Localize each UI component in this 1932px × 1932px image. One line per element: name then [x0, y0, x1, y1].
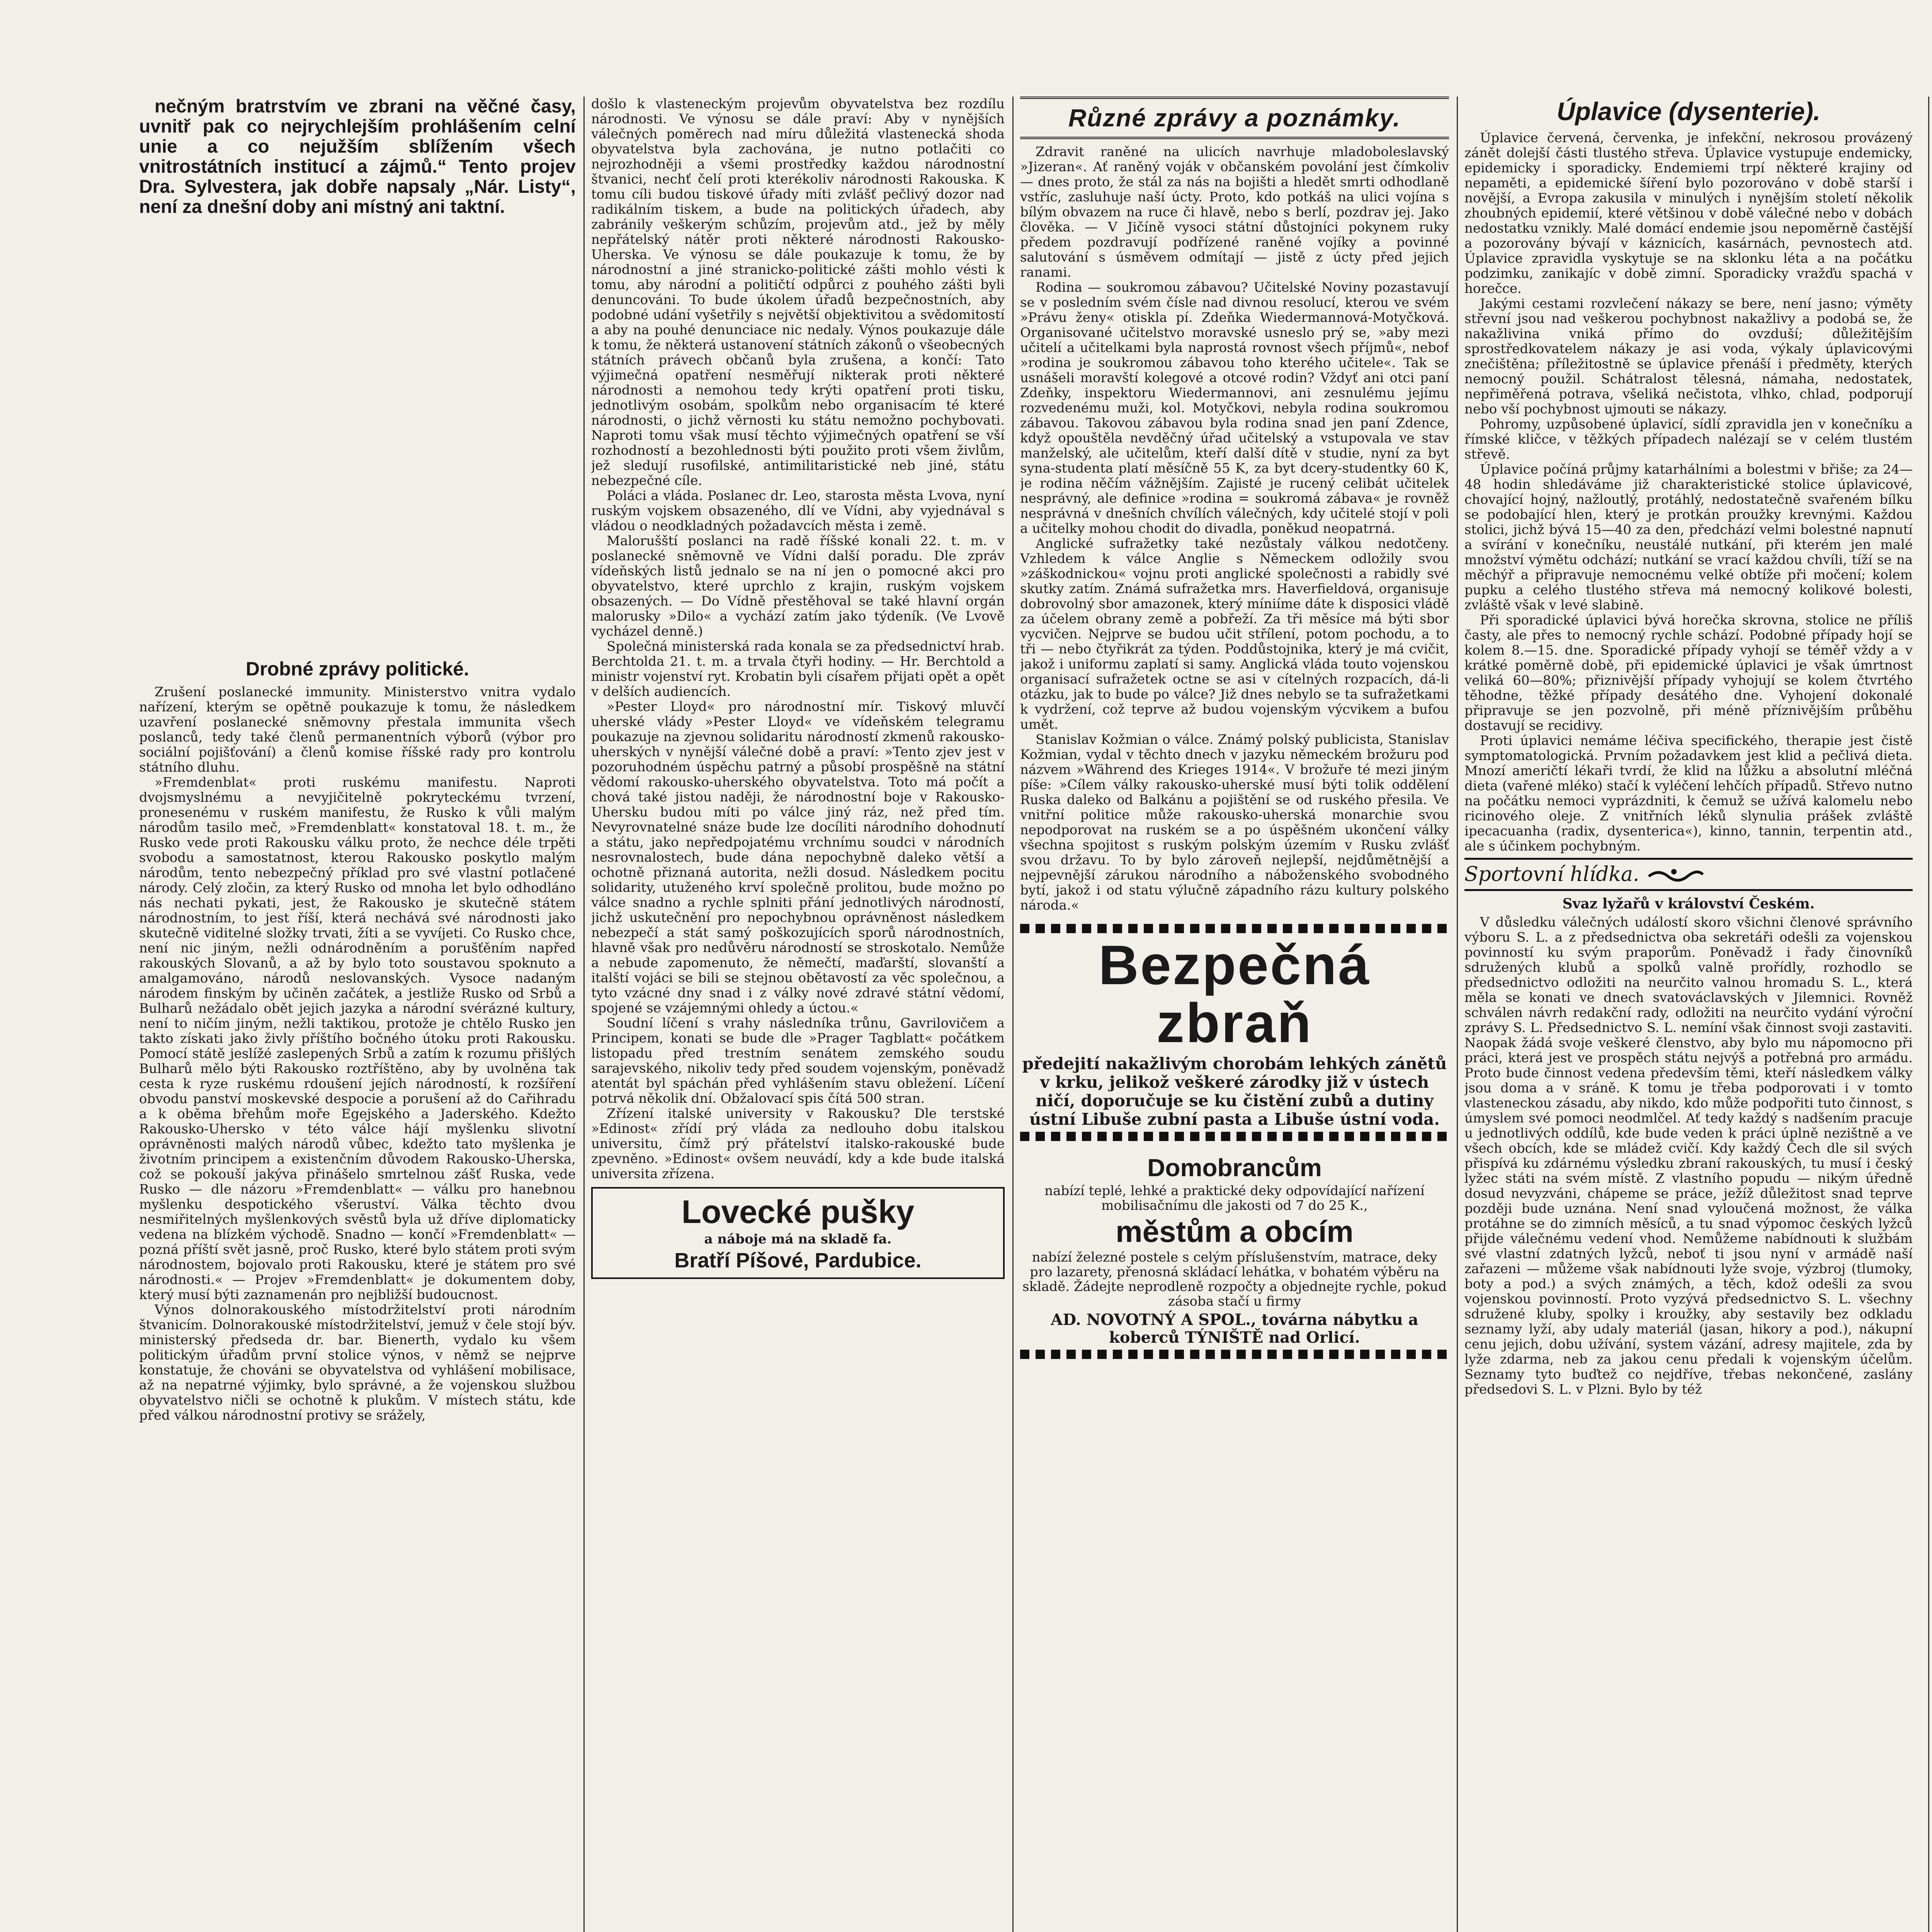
article-ruthenian-deputies: Malorušští poslanci na radě říšské konali 22. t. m. v poslanecké sněmovně ve Vídni další poradu. Dle zpráv vídeňských listů jednalo se na ní jen o pomocné akci pro obyvatelstvo, které uprchlo z krajin, ruským vojskem obsazených. — Do Vídně přestěhoval se také hlavní orgán malorusky »Dilo« a vychází zatím jako týdeník. (Ve Lvově vycházel denně.): [591, 533, 1005, 639]
column-2: [591, 97, 1005, 1932]
article-greet-wounded: Zdravit raněné na ulicích navrhuje mladoboleslavský »Jizeran«. Ať raněný voják v občanském povolání jest čímkoliv — dnes proto, že stál za nás na bojišti a hledět smrti odhodlaně vstříc, zasluhuje naší úcty. Proto, kdo potkáš na ulici vojína s bílým obvazem na ruce či hlavě, nebo s berlí, pozdrav jej. Jako člověka. — V Jičíně vysoci státní důstojníci pokynem ruky předem pozdravují podřízené raněné vojíky a povinné salutování s úsměvem odmítají — jistě z úcty před jejich ranami.: [1020, 144, 1449, 280]
ad-brand-line-2: zbraň: [1156, 992, 1313, 1054]
sports-title: Sportovní hlídka.: [1464, 863, 1639, 886]
dysentery-para-2: Jakými cestami rozvlečení nákazy se bere, není jasno; výměty střevní jsou nad veškerou pochybnost nakažlivy a podobá se, že nakažlivina vniká přímo do ovzduší; důležitějším sprostředkovatelem nákazy je asi voda, výkaly úplavicovými znečištěna; příležitostně se úplavice přenáší i předměty, kterých nemocný použil. Schátralost tělesná, námaha, nedostatek, nepřiměřená potrava, všeliká nečistota, vlhko, chlad, podporují nebo vší pochybnost ujmouti se nákazy.: [1464, 296, 1913, 417]
ad-novotny-company: AD. NOVOTNÝ A SPOL., továrna nábytku a koberců TÝNIŠTĚ nad Orlicí.: [1051, 1311, 1418, 1347]
dysentery-para-4: Úplavice počíná průjmy katarhálními a bolestmi v břiše; za 24—48 hodin shledáváme již charakteristické stolice úplavicové, chovající hojný, nažloutlý, protáhlý, nedostatečně svařeném bílku se podobající hlen, který je protkán proužky krevnými. Každou stolici, jichž bývá 15—40 za den, předchází velmi bolestné napnutí a svírání v konečníku, neustálé nutkání, při kterém jen malé množství výmětu odchází; nutkání se vrací každou chvíli, tíží se na měchýř a připravuje nemocnému velké obtíže při močení; kolem pupku a celého tlustého střeva má nemocný kolikové bolesti, zvláště však v levé slabině.: [1464, 462, 1913, 613]
ad-cities-text: nabízí železné postele s celým příslušenstvím, matrace, deky pro lazarety, přenosná skládací lehátka, v bohatém výběru na skladě. Žádejte neprodleně rozpočty a objednejte rychle, pokud zásoba stačí u firmy: [1022, 1250, 1447, 1309]
ad-hunting-rifles-company: Bratří Píšové, Pardubice.: [674, 1249, 922, 1272]
section-header-various-news: Různé zprávy a poznámky.: [1020, 97, 1449, 139]
section-header-sports: [1464, 858, 1913, 891]
column-4: [1464, 97, 1913, 1932]
dysentery-para-5: Při sporadické úplavici bývá horečka skrovna, stolice ne příliš časty, ale přes to nemocný rychle schází. Podobné případy hojí se kolem 8.—15. dne. Sporadické případy vyhojí se téměř vždy a v krátké poměrně době, při epidemické úplavici je však úmrtnost veliká 60—80%; přiznivější případy vyhojují se kolem čtvrtého těhodne, těžké případy desátého dne. Vyhojení dokonalé připravuje se jen pozvolně, při méně příznivějším průběhu dostavují se recidivy.: [1464, 612, 1913, 733]
ad-hunting-rifles-title: Lovecké pušky: [681, 1194, 915, 1230]
article-suffragettes: Anglické sufražetky také nezůstaly válkou nedotčeny. Vzhledem k válce Anglie s Německem odložily svou »záškodnickou« vojnu proti anglické společnosti a rabidly své skutky zatím. Známá sufražetka mrs. Haverfieldová, organisuje dobrovolný sbor amazonek, který míniíme dáte k disposici vládě za účelem obrany země a pobřeží. Za tři měsíce má býti sbor vycvičen. Nejprve se budou učit střílení, potom pochodu, a to tři — nebo čtyřikrát za týden. Poddůstojnika, který je má cvičit, jakož i uniformu zaplatí si samy. Anglická vláda touto vojenskou organisací sufražetek octne se asi v cítelných rozpacích, dá-li otázku, jak to bude po válce? Již dnes nebylo se ta sufražetkami k vydržení, což teprve až budou vojenským výcvikem a bufou umět.: [1020, 536, 1449, 732]
article-kozmian: Stanislav Kožmian o válce. Známý polský publicista, Stanislav Kožmian, vydal v těchto dnech v jazyku německém brožuru pod názvem »Während des Krieges 1914«. V brožuře té mezi jiným píše: »Cílem války rakousko-uherské musí býti tolik oddělení Ruska daleko od Balkánu a pojištění se od ruského přesila. Ve vnitřní politice může rakousko-uherská monarchie svou nepodporovat na ruském se a po úspěšném ukončení války všechna spojitost s ruským polským územím v Rusku zvlášť svou državu. To by bylo zároveň nejlepší, nejdůmětnější a nejpevnější zárukou národního a náboženského svobodného bytí, jakož i od statu výlučně západního rázu kultury polského národa.«: [1020, 732, 1449, 913]
sports-article: V důsledku válečných událostí skoro všichni členové správního výboru S. L. a z předsednictva oba sekretáři odešli za vojenskou povinností ku svým praporům. Poněvadž i řady činovníků sdružených klubů a spolků valně prořídly, rozhodlo se předsednictvo odložiti na neurčito valnou hromadu S. L., která měla se konati ve dnech svatováclavských v Jilemnici. Rovněž schválen návrh redakční rady, odložiti na neurčito vydání výroční zprávy S. L. Předsednictvo S. L. nemíní však činnost svoji zastaviti. Naopak žádá svoje veškeré členstvo, aby bylo mu nápomocno při práci, která jest ve prospěch státu nejvýš a potřebná pro armádu. Proto bude činnost vedena především těmi, kteří následkem války jsou doma a v sráně. K tomu je třeba podporovati i v tomto vlasteneckou zásadu, aby nikdo, kdo může podpořiti tuto činnost, s úmyslem své pomoci neodmlčel. Ať tedy každý s nadšením pracuje u jednotlivých oddílů, kde bude veden k práci úplně nezištně a ve všech obcích, kde se mládež cvičí. Kdy každý Čech dle sil svých přispívá ku zdárnému výsledku zbraní rakouských, tu musí i český lyžec státi na svém místě. Z vlastního popudu — nikým úředně dosud nevyzváni, chápeme se práce, ježíž důležitost snad teprve později bude uznána. Není snad vyloučená možnost, že válka protáhne se do zimních měsíců, a tu snad výpomoc českých lyžců přijde válečnému vedení vhod. Nemůžeme nabídnouti k službám své vlastní zdatných lyžců, neboť ti jsou nyní v armádě naší zařazeni — můžeme však nabídnouti lyže svoje, výzbroj (tlumoky, boty a pod.) a svých známých, a těch, kdož odešli za svou vojenskou povinností. Proto vyzývá předsednictvo S. L. všechny sdružené kluby, spolky i kroužky, aby sestavily bez odkladu seznamy lyží, aby udaly materiál (jasan, hikory a pod.), nákupní cenu jejich, dobu užívání, system vázání, adresy majitele, zda by lyže zdarma, neb za jakou cenu předali k vojenským účelům. Seznamy tyto buďtež co nejdříve, třebas nekončené, zaslány předsedovi S. L. v Plzni. Bylo by též: [1464, 915, 1913, 1397]
article-immunity: Zrušení poslanecké immunity. Ministerstvo vnitra vydalo nařízení, kterým se opětně poukazuje k tomu, že následkem uzavření poslanecké sněmovny přestala immunita všech poslanců, tedy také členů permanentních výborů (výbor pro sociální pojišťování) a členů komise říšské rady pro kontrolu státního dluhu.: [139, 684, 576, 775]
ad-cities-title: městům a obcím: [1116, 1214, 1354, 1248]
skier-ornament-icon: [1647, 865, 1705, 884]
article-sarajevo-trial: Soudní líčení s vrahy následníka trůnu, Gavrilovičem a Principem, konati se bude dle »Prager Tagblatt« počátkem listopadu před trestním senátem zemského soudu sarajevského, nikoliv tedy před soudem vojenským, poněvadž atentát byl spáchán před vyhlášením stavu obležení. Líčení potrvá několik dní. Obžalovací spis čítá 500 stran.: [591, 1015, 1005, 1106]
ad-domobrancum-title: Domobrancům: [1147, 1154, 1322, 1182]
column-rule: [583, 97, 585, 1932]
dysentery-para-6: Proti úplavici nemáme léčiva specifického, therapie jest čistě symptomatologická. Prvním požadavkem jest klid a pečlivá dieta. Mnozí američtí lékaři tvrdí, že klid na lůžku a absolutní mléčná dieta (vařené mléko) stačí k vyléčení lehčích případů. Střevo nutno na počátku nemoci vyprázdniti, k čemuž se užívá kalomelu nebo ricinového oleje. Z vnitřních léků slynulia prášek zvláště ipecacuanha (radix, dysenterica«), kinno, tannin, terpentin atd., ale s účinkem pochybným.: [1464, 733, 1913, 854]
ad-libuse-toothpaste: [1020, 918, 1449, 1146]
ad-libuse-text: předejití nakažlivým chorobám lehkých zánětů v krku, jelikož veškeré zárodky již v ústech ničí, doporučuje se ku čistění zubů a dutiny ústní Libuše zubní pasta a Libuše ústní voda.: [1022, 1054, 1447, 1129]
section-title-political-news: Drobné zprávy politické.: [246, 658, 469, 680]
article-lower-austria-decree: Výnos dolnorakouského místodržitelství proti národním štvanicím. Dolnorakouské místodržitelství, jemuž v čele stojí býv. ministerský předseda dr. bar. Bienerth, vydalo ku všem politickým úřadům první stolice výnos, v němž se nejprve konstatuje, že chováni se obyvatelstva od vyhlášení mobilisace, až na nepatrné výjimky, bylo správné, a že vojenskou službou obyvatelstvo ničli se ochotně k plukům. V místech státu, kde před válkou národnostní protivy se srážely,: [139, 1302, 576, 1423]
article-italian-university: Zřízení italské university v Rakousku? Dle terstské »Edinost« zřídí prý vláda za nedlouho dobu italskou universitu, čímž prý přátelství italsko-rakouské bude zpevněno. »Edinost« ovšem neuvádí, kdy a kde bude italská universita zřízena.: [591, 1106, 1005, 1182]
section-header-dysentery: Úplavice (dysenterie).: [1556, 97, 1821, 126]
column-rule: [1457, 97, 1458, 1932]
sports-subtitle: Svaz lyžařů v království Českém.: [1562, 896, 1815, 912]
sylvester-speech-ending: nečným bratrstvím ve zbrani na věčné časy, uvnitř pak co nejrychlejším prohlášením celní unie a co nejužším sblížením všech vnitrostátních institucí a zájmů.“ Tento projev Dra. Sylvestera, jak dobře napsaly „Nár. Listy“, není za dnešní doby ani místný ani taktní.: [139, 97, 576, 217]
article-pester-lloyd: »Pester Lloyd« pro národnostní mír. Tiskový mluvčí uherské vlády »Pester Lloyd« ve vídeňském telegramu poukazuje na zjevnou solidaritu národností zkmenů rakousko-uherských v nynější válečné době a praví: »Tento zjev jest v pozoruhodném úspěchu patrný a působí prospěšně na státní vědomí rakousko-uherského obyvatelstva. Toto má počít a chová také jistou naději, že národnostní boje v Rakousko-Uhersku budou míti po válce jiný ráz, než před tím. Nevyrovnatelné snáze bude lze docíliti národního dohodnutí a státu, jako nepředpojatému vrchnímu soudci v národních nesrovnalostech, bude dána nepochybně daleko větší a ochotně přiznaná autorita, nežli dosud. Následkem pocitu solidarity, utuženého krví společně prolitou, bude možno po válce snadno a rychle splniti přání jednotlivých národností, jichž uskutečnění pro nepochybnou oprávněnost následkem nebezpečí a stát samý poškozujících sporů národnostních, hlavně však pro nedůvěru národností se stroskotalo. Nemůže a nebude zapomenuto, že němečtí, maďarští, slovanští a italští vojáci se bili se stejnou obětavostí za věc společnou, a tyto vzácné dny snad i z války nové zdravé státní vědomí, spojené se vzájemnými ohledy a úctou.«: [591, 699, 1005, 1016]
column-rule: [1928, 97, 1929, 1932]
decorative-border: [1020, 924, 1449, 933]
ad-domobrancum: [1020, 1152, 1449, 1364]
decorative-border: [1020, 1132, 1449, 1141]
decorative-border: [1020, 1350, 1449, 1359]
column-rule: [1012, 97, 1014, 1932]
article-fremdenblatt: »Fremdenblat« proti ruskému manifestu. Naproti dvojsmyslnému a nevyjičitelně pokryteckému tvrzení, pronesenému v ruském manifestu, že Rusko k vůli malým národům tasilo meč, »Fremdenblatt« konstatoval 18. t. m., že Rusko vede proti Rakousku válku proto, že nechce déle trpěti svobodu a samostatnost, kterou Rakousko poskytlo malým národům, tento nebezpečný příklad pro své vlastní potlačené národy. Celý zločin, za který Rusko od mnoha let bylo odhodláno nás nechati pykati, jest, že Rakousko je skutečně státem národnostním, to jest říší, která nechává své národnosti jako skutečně viditelné složky trvati, žíti a se vyvíjeti. Co Rusko chce, není nic jiným, nežli odnárodněním a porušťěním napřed rakouských Slovanů, a až by bylo toto soustavou spoknuto a amalgamováno, národů neslovanských. Vysoce nadaným národem finským by učiněn začátek, a jestliže Rusko od Srbů a Bulharů nežádalo obět jejich jazyka a národní svérázné kultury, není to ničím jiným, nežli taktikou, protože je chtělo Rusko jen takto získati jako živly příštího bočného útoku proti Rakousku. Pomocí státě jeslížé zaslepených Srbů a zatím k rozumu přišlých Bulharů mělo býti Rakousko roztříštěno, aby by uvolněna tak cesta k ryze ruskému rdoušení jejích národností, k rozšíření obvodu panství moskevské despocie a porušení až do Cařihradu a k oběma břehům moře Egejského a Jaderského. Kdežto Rakousko-Uhersko v této válce hájí myšlenku slivotní oprávněnosti malých národů vůbec, kdežto tato myšlenka je životním principem a existenčním důvodem Rakousko-Uherska, což se pokouší jakýva přinášelo smrtelnou zášť Ruska, vede Rusko — dle názoru »Fremdenblatt« — válku pro hanebnou myšlenku despotického všeruství. Válka těchto dvou nesmiřitelných myšlenkových svěstů byla už dříve diplomaticky vedena na blízkém východě. Snadno — končí »Fremdenblatt« — pozná příští svět jasně, proč Rusko, které bylo státem proti svým národnostem, bojovalo proti Rakousku, které je státem pro své národnosti.« — Projev »Fremdenblatt« je dokumentem doby, který musí býti zaznamenán pro nejbližší budoucnost.: [139, 775, 576, 1303]
article-family-amusement: Rodina — soukromou zábavou? Učitelské Noviny pozastavují se v posledním svém čísle nad divnou resolucí, kterou ve svém »Právu ženy« otiskla pí. Zdeňka Wiedermannová-Motyčková. Organisované učitelstvo moravské usneslo prý se, »aby mezi učitelí a učitelkami byla naprostá rovnost všech příjmů«, nebof »rodina je soukromou zábavou toho kterého učitele«. Tak se usnášeli moravští kolegové a otcové rodin? Vždyť ani otci paní Zdeňky, inspektoru Wiedermannovi, ani zesnulému jejímu rozvedenému muži, kol. Motyčkovi, nebyla rodina soukromou zábavou. Takovou zábavou byla rodina snad jen paní Zdence, když opouštěla nevděčný úřad učitelský a vstupovala ve stav manželský, ale učitelům, kteří další dítě v studie, nyní za byt syna-studenta platí měsíčně 55 K, za byt dcery-studentky 60 K, je rodina něčím vážnějším. Zajisté je rucený celibát učitelek nesprávný, ale definice »rodina = soukromá zábava« je rovněž nesprávná v dnešních chvílích válečných, kdy učitelé stojí v poli a učitelky mohou chodit do divadla, poněkud neopatrná.: [1020, 280, 1449, 536]
dysentery-para-1: Úplavice červená, červenka, je infekční, nekrosou provázený zánět dolejší části tlustého střeva. Úplavice vystupuje endemicky, epidemicky i sporadicky. Endemiemi trpí některé krajiny od nepaměti, a epidemické šíření bylo pozorováno v době starší i novější, a Evropa zakusila v minulých i nynějším století několik zhoubných epidemií, které většinou v době válečné nebo v dobách nedostatku vznikly. Malé domácí endemie jsou nepoměrně častější a pozorovány bývají v káznicích, kasárnách, pevnostech atd. Úplavice zpravidla vyskytuje se na sklonku léta a na počátku podzimku, zanikajíc v době zimní. Sporadicky vražďu spachá v horečce.: [1464, 130, 1913, 296]
ad-hunting-rifles: [591, 1187, 1005, 1279]
ad-hunting-rifles-subtitle: a náboje má na skladě fa.: [704, 1231, 892, 1247]
column-1: [139, 97, 576, 1932]
article-decree-continued: došlo k vlasteneckým projevům obyvatelstva bez rozdílu národnosti. Ve výnosu se dále praví: Aby v nynějších válečných poměrech nad míru důležitá vlastenecká shoda obyvatelstva byla zachována, je nutno potlačiti co nejrozhodněji a všemi prostředky každou národnostní štvanici, nechť čelí proti kterékoliv národnosti Rakouska. K tomu cíli budou tiskové úřady míti zvlášť pečlivý dozor nad radikálním tiskem, a bude na politických úřadech, aby zabránily veškerým schůzím, projevům atd., jež by měly nepřátelský nátěr proti některé národnosti Rakousko-Uherska. Ve výnosu se dále poukazuje k tomu, že by národnostní a jiné stranicko-politické zášti mohlo vésti k tomu, aby národní a političtí odpůrci z pouhého zášti byli denuncováni. To bude úkolem úřadů bezpečnostních, aby podobné udání vyšetřily s největší objektivitou a svědomitostí a aby na pouhé denunciace nic nedaly. Výnos poukazuje dále k tomu, že některá ustanovení státních zákonů o všeobecných státních právech občanů byla zrušena, a končí: Tato výjimečná opatření nesměřují nikterak proti některé národnosti a nemohou tedy krýti opatření proti tisku, jednotlivým osobám, spolkům nebo organisacím té které národnosti, o jichž věrnosti ku státu nemožno pochybovati. Naproti tomu však musí těchto výjimečných opatření se vší rozhodností a bezohlednosti býti použito proti všem živlům, jež sledují rusofilské, antimilitaristické neb jiné, státu nebezpečné cíle.: [591, 97, 1005, 488]
article-poles-and-government: Poláci a vláda. Poslanec dr. Leo, starosta města Lvova, nyní ruským vojskem obsazeného, dlí ve Vídni, aby vyjednával s vládou o neodkladných požadavcích města i země.: [591, 488, 1005, 534]
column-3: [1020, 97, 1449, 1932]
dysentery-para-3: Pohromy, uzpůsobené úplavicí, sídlí zpravidla jen v konečníku a římské kličce, v těžkých případech nalézají se v celém tlustém střevě.: [1464, 417, 1913, 462]
article-ministers-council: Společná ministerská rada konala se za předsednictví hrab. Berchtolda 21. t. m. a trvala čtyři hodiny. — Hr. Berchtold a ministr vojenství ryt. Krobatin byli císařem přijati opět a opět v delších audiencích.: [591, 639, 1005, 699]
ad-domobrancum-text: nabízí teplé, lehké a praktické deky odpovídající nařízení mobilisačnímu dle jakosti od 7 do 25 K.,: [1044, 1183, 1425, 1213]
ad-brand-line-1: Bezpečná: [1098, 934, 1371, 996]
